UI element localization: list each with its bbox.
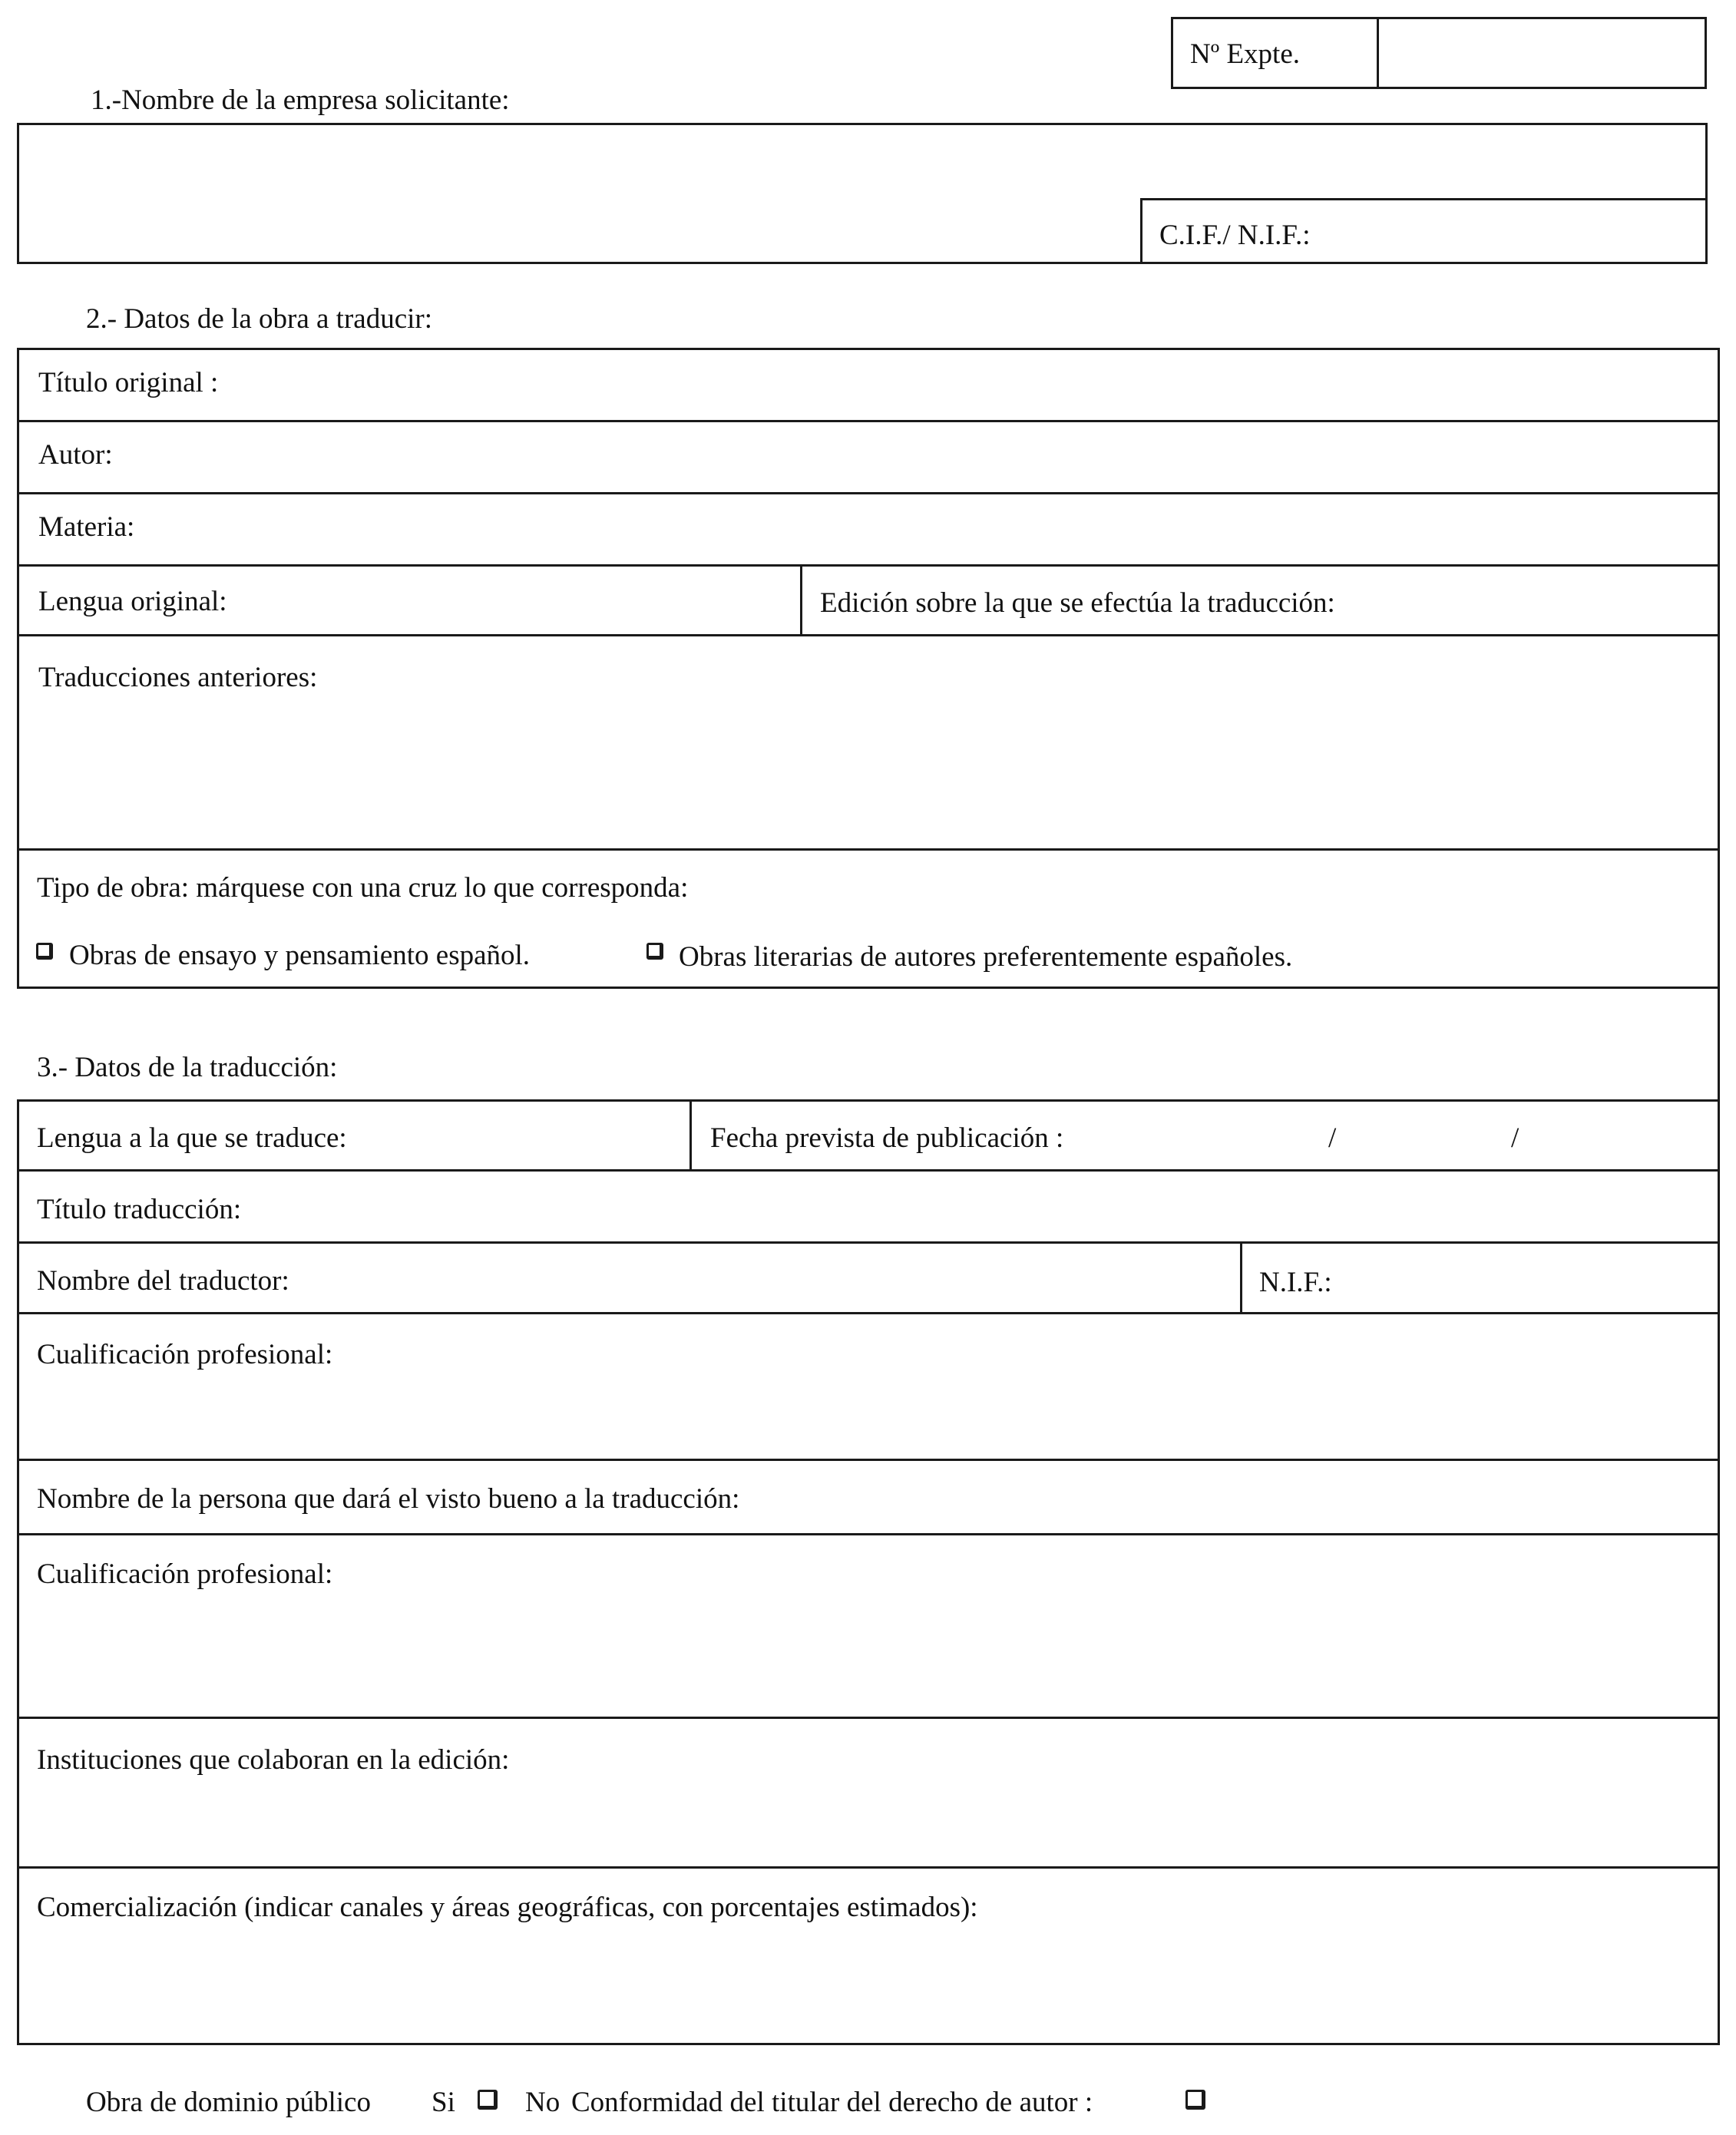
- titulo-original-row[interactable]: [17, 348, 1720, 422]
- traducciones-anteriores-label: Traducciones anteriores:: [38, 662, 318, 693]
- expediente-label: Nº Expte.: [1190, 38, 1300, 70]
- tipo-obra-label: Tipo de obra: márquese con una cruz lo que corresponda:: [37, 872, 689, 904]
- cualificacion-visto-bueno-label: Cualificación profesional:: [37, 1558, 333, 1590]
- conformidad-label: Conformidad del titular del derecho de autor :: [571, 2087, 1093, 2118]
- lengua-traduce-label: Lengua a la que se traduce:: [37, 1122, 347, 1154]
- literarias-option-label: Obras literarias de autores preferentemente españoles.: [679, 941, 1293, 973]
- nombre-traductor-label: Nombre del traductor:: [37, 1265, 289, 1297]
- nif-label: N.I.F.:: [1259, 1267, 1332, 1298]
- no-label: No: [525, 2087, 560, 2118]
- instituciones-box[interactable]: [17, 1717, 1720, 1869]
- cif-top-border: [1140, 198, 1708, 200]
- section3-title: 3.- Datos de la traducción:: [37, 1052, 338, 1083]
- cif-left-border: [1140, 198, 1142, 264]
- section2-title: 2.- Datos de la obra a traducir:: [86, 303, 433, 335]
- ensayo-option-label: Obras de ensayo y pensamiento español.: [69, 940, 531, 971]
- cualificacion-traductor-label: Cualificación profesional:: [37, 1339, 333, 1370]
- edicion-label: Edición sobre la que se efectúa la traducción:: [820, 587, 1335, 619]
- instituciones-label: Instituciones que colaboran en la edición:: [37, 1744, 510, 1776]
- autor-row[interactable]: [17, 420, 1720, 494]
- expediente-divider: [1377, 17, 1379, 89]
- conformidad-checkbox[interactable]: [1185, 2090, 1205, 2110]
- comercializacion-label: Comercialización (indicar canales y áreas geográficas, con porcentajes estimados):: [37, 1892, 978, 1923]
- si-checkbox[interactable]: [478, 2090, 498, 2110]
- autor-label: Autor:: [38, 439, 113, 471]
- expediente-input[interactable]: [1382, 20, 1703, 86]
- si-label: Si: [432, 2087, 455, 2118]
- date-separator-2: /: [1511, 1122, 1519, 1154]
- lengua-original-label: Lengua original:: [38, 586, 227, 617]
- visto-bueno-label: Nombre de la persona que dará el visto bueno a la traducción:: [37, 1483, 740, 1515]
- titulo-traduccion-label: Título traducción:: [37, 1194, 242, 1225]
- fecha-publicacion-label: Fecha prevista de publicación :: [710, 1122, 1064, 1154]
- titulo-original-label: Título original :: [38, 367, 219, 398]
- cif-label: C.I.F./ N.I.F.:: [1159, 220, 1311, 251]
- date-separator-1: /: [1328, 1122, 1337, 1154]
- titulo-traduccion-row[interactable]: [17, 1169, 1720, 1244]
- section1-title: 1.-Nombre de la empresa solicitante:: [91, 84, 510, 116]
- cualificacion-traductor-box[interactable]: [17, 1312, 1720, 1461]
- cif-input[interactable]: [1367, 201, 1705, 261]
- literarias-checkbox[interactable]: [646, 943, 663, 960]
- right-edge-connector: [1718, 987, 1720, 1102]
- dominio-publico-label: Obra de dominio público: [86, 2087, 371, 2118]
- ensayo-checkbox[interactable]: [36, 943, 53, 960]
- materia-label: Materia:: [38, 511, 135, 543]
- company-name-input[interactable]: [20, 127, 1701, 196]
- materia-row[interactable]: [17, 492, 1720, 567]
